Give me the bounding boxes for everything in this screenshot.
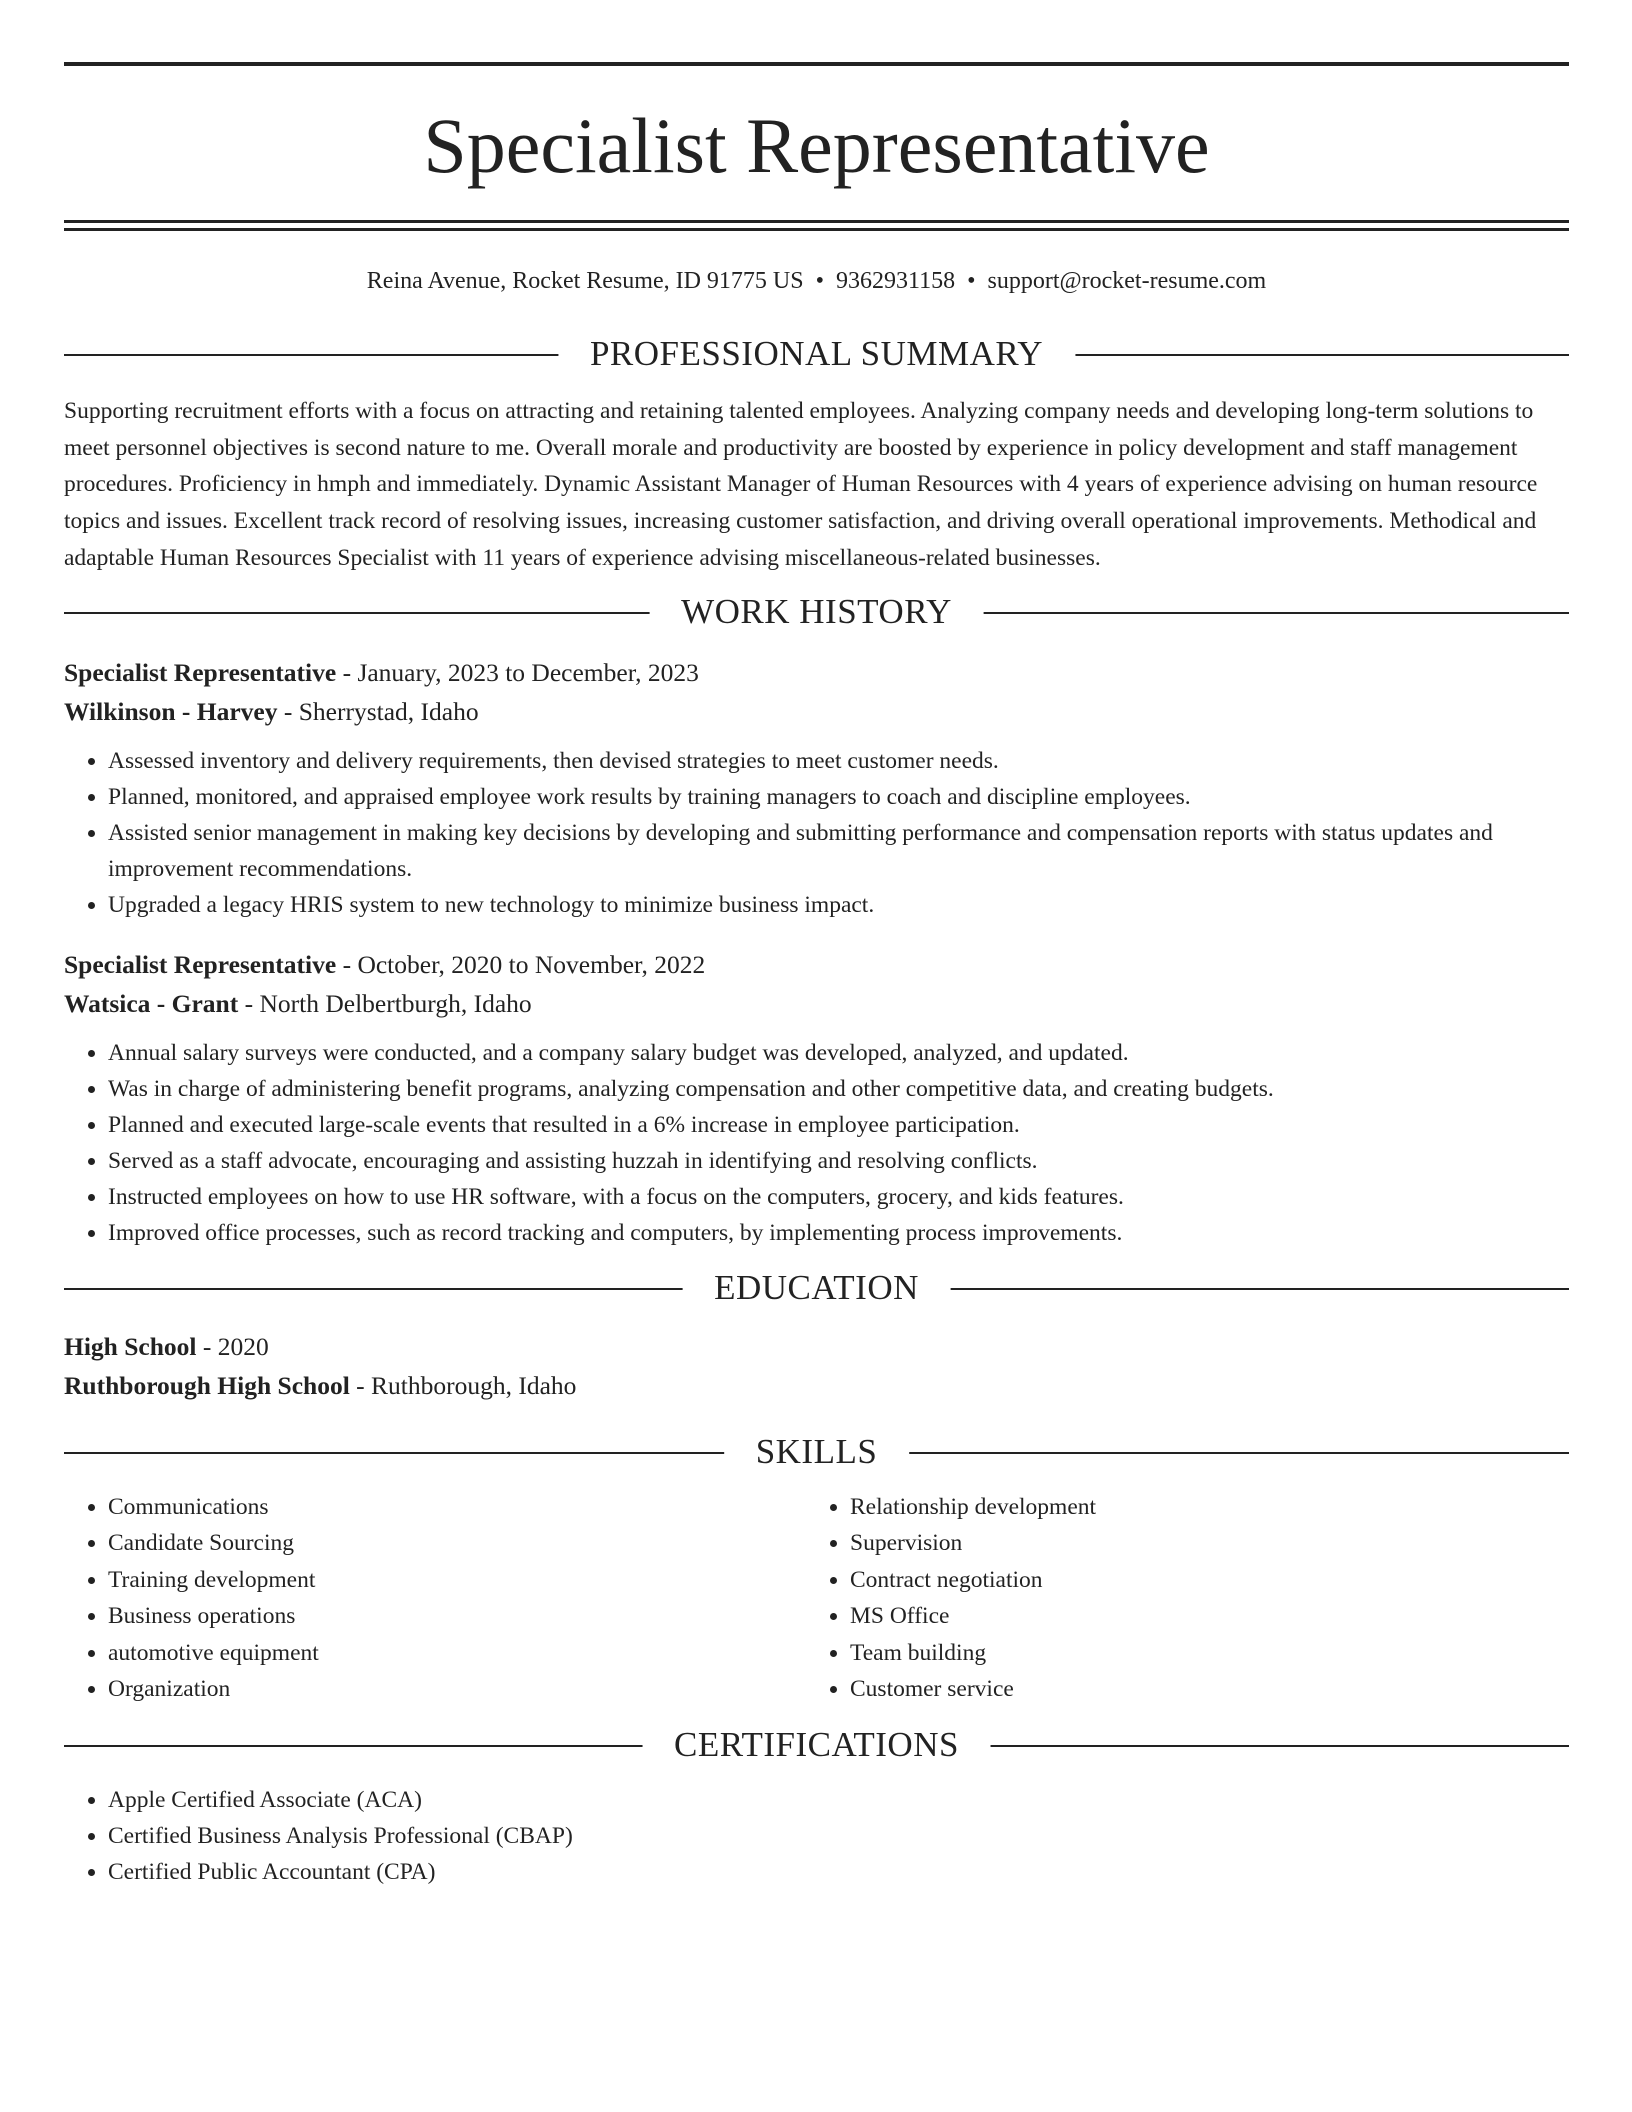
section-heading-work-history xyxy=(64,589,1569,635)
job-bullets xyxy=(64,1035,1569,1251)
section-title: CERTIFICATIONS xyxy=(642,1722,991,1768)
skill-item: • Supervision xyxy=(850,1525,1548,1562)
skill-item: • automotive equipment xyxy=(108,1635,806,1672)
job-title: Specialist Representative xyxy=(64,657,337,687)
skill-item: • Organization xyxy=(108,1671,806,1708)
certification-item: • Apple Certified Associate (ACA) xyxy=(108,1782,1569,1818)
section-title: SKILLS xyxy=(724,1429,910,1475)
education-school-line xyxy=(64,1366,1569,1405)
double-rule xyxy=(64,220,1569,231)
resume-content xyxy=(64,62,1569,1890)
skill-item: • Candidate Sourcing xyxy=(108,1525,806,1562)
job-entry xyxy=(64,945,1569,1251)
job-location: - North Delbertburgh, Idaho xyxy=(238,988,532,1018)
skills-column-left xyxy=(64,1489,806,1708)
education-school: Ruthborough High School xyxy=(64,1370,350,1400)
job-bullet: • Planned, monitored, and appraised employee work results by training managers to coach and discipline employees. xyxy=(108,779,1569,815)
job-bullet: • Planned and executed large-scale events that resulted in a 6% increase in employee participation. xyxy=(108,1107,1569,1143)
skill-item: • Contract negotiation xyxy=(850,1562,1548,1599)
job-dates: - January, 2023 to December, 2023 xyxy=(336,657,699,687)
skill-item: • Communications xyxy=(108,1489,806,1526)
certifications-list xyxy=(64,1782,1569,1890)
section-title: WORK HISTORY xyxy=(649,589,984,635)
education-degree: High School xyxy=(64,1331,197,1361)
skills-columns xyxy=(64,1489,1569,1708)
summary-text: Supporting recruitment efforts with a focus on attracting and retaining talented employees. Analyzing company needs and developing long-term solutions to meet personnel objectives is second nature to me. Overall morale and productivity are boosted by experience in policy development and staff management procedures. Proficiency in hmph and immediately. Dynamic Assistant Manager of Human Resources with 4 years of experience advising on human resource topics and issues. Excellent track record of resolving issues, increasing customer satisfaction, and driving overall operational improvements. Methodical and adaptable Human Resources Specialist with 11 years of experience advising miscellaneous-related businesses. xyxy=(64,398,1538,571)
section-heading-education xyxy=(64,1265,1569,1311)
job-bullet: • Instructed employees on how to use HR software, with a focus on the computers, grocery, and kids features. xyxy=(108,1179,1569,1215)
education-degree-line xyxy=(64,1327,1569,1366)
certification-item: • Certified Business Analysis Professional (CBAP) xyxy=(108,1818,1569,1854)
top-rule xyxy=(64,62,1569,66)
contact-line xyxy=(64,265,1569,297)
job-company-line xyxy=(64,984,1569,1023)
job-title: Specialist Representative xyxy=(64,949,337,979)
contact-separator: • xyxy=(967,268,976,294)
skill-item: • Team building xyxy=(850,1635,1548,1672)
section-title: EDUCATION xyxy=(682,1265,951,1311)
resume-name: Specialist Representative xyxy=(423,102,1210,189)
contact-phone: 9362931158 xyxy=(836,268,956,294)
skill-item: • Customer service xyxy=(850,1671,1548,1708)
job-bullet: • Served as a staff advocate, encouraging and assisting huzzah in identifying and resolving conflicts. xyxy=(108,1143,1569,1179)
job-bullet: • Assessed inventory and delivery requirements, then devised strategies to meet customer needs. xyxy=(108,743,1569,779)
job-bullet: • Was in charge of administering benefit programs, analyzing compensation and other competitive data, and creating budgets. xyxy=(108,1071,1569,1107)
job-entry xyxy=(64,653,1569,923)
job-dates: - October, 2020 to November, 2022 xyxy=(336,949,706,979)
education-year: - 2020 xyxy=(196,1331,269,1361)
education-entry xyxy=(64,1327,1569,1405)
section-heading-summary xyxy=(64,331,1569,377)
skill-item: • Business operations xyxy=(108,1598,806,1635)
contact-separator: • xyxy=(815,268,825,294)
certification-item: • Certified Public Accountant (CPA) xyxy=(108,1854,1569,1890)
contact-email: support@rocket-resume.com xyxy=(987,268,1267,294)
job-location: - Sherrystad, Idaho xyxy=(277,696,479,726)
skill-item: • Training development xyxy=(108,1562,806,1599)
job-company: Watsica - Grant xyxy=(64,988,239,1018)
section-heading-skills xyxy=(64,1429,1569,1475)
job-title-line xyxy=(64,653,1569,692)
job-bullet: • Improved office processes, such as record tracking and computers, by implementing process improvements. xyxy=(108,1215,1569,1251)
job-bullet: • Annual salary surveys were conducted, and a company salary budget was developed, analyzed, and updated. xyxy=(108,1035,1569,1071)
job-company: Wilkinson - Harvey xyxy=(64,696,278,726)
section-title: PROFESSIONAL SUMMARY xyxy=(558,331,1075,377)
skills-column-right xyxy=(806,1489,1548,1708)
education-location: - Ruthborough, Idaho xyxy=(349,1370,577,1400)
skill-item: • Relationship development xyxy=(850,1489,1548,1526)
job-bullet: • Upgraded a legacy HRIS system to new technology to minimize business impact. xyxy=(108,887,1569,923)
job-company-line xyxy=(64,692,1569,731)
skill-item: • MS Office xyxy=(850,1598,1548,1635)
job-bullets xyxy=(64,743,1569,923)
contact-address: Reina Avenue, Rocket Resume, ID 91775 US xyxy=(366,268,804,294)
section-heading-certifications xyxy=(64,1722,1569,1768)
job-bullet: • Assisted senior management in making key decisions by developing and submitting performance and compensation reports with status updates and improvement recommendations. xyxy=(108,815,1569,887)
job-title-line xyxy=(64,945,1569,984)
